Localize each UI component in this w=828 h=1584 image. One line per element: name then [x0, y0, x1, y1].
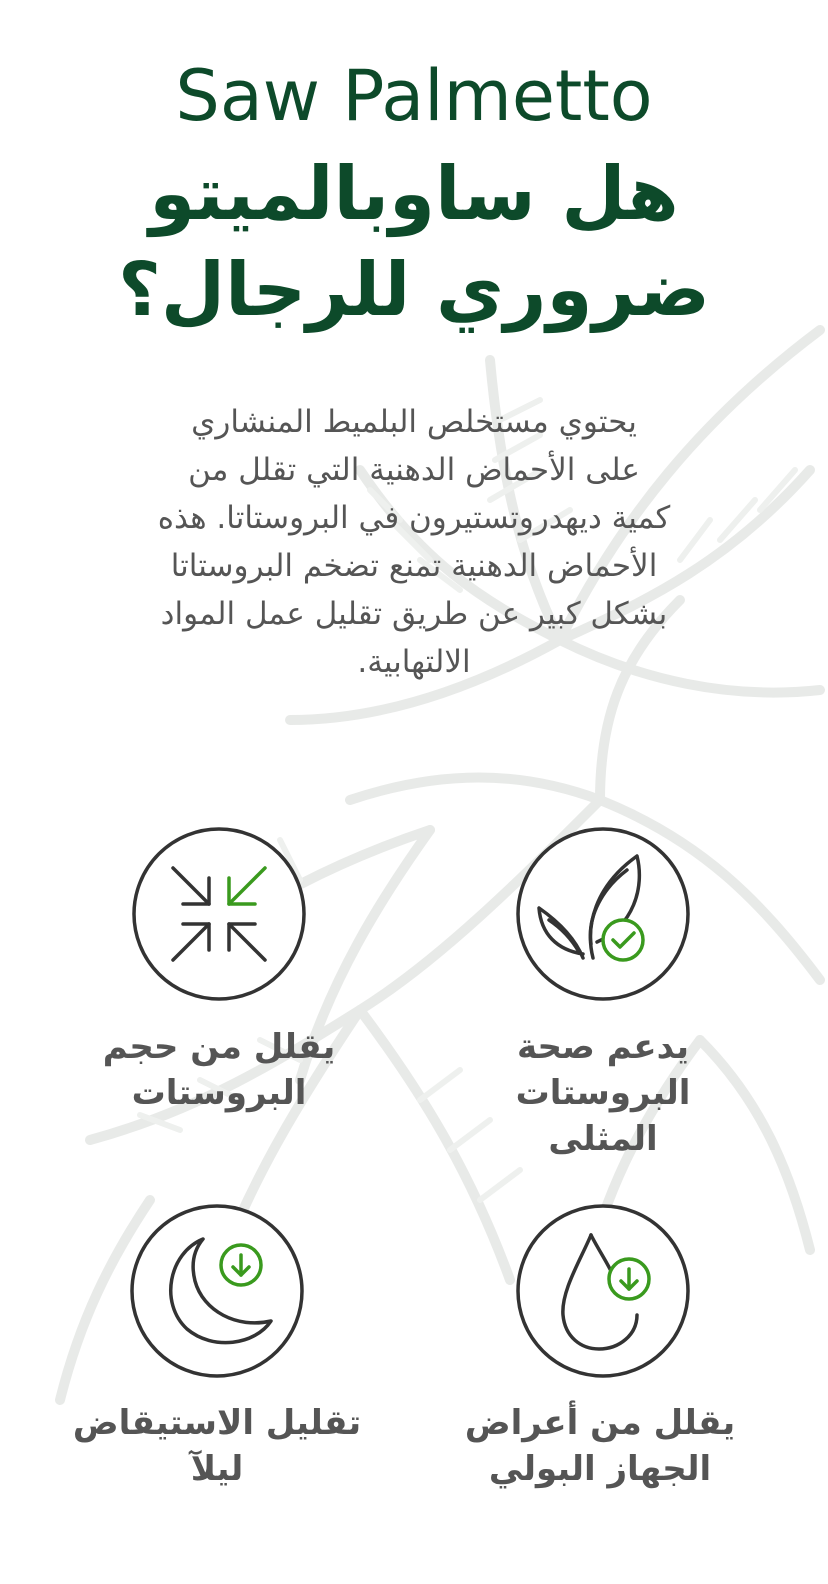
- title-arabic-line-1: هل ساوبالميتو: [149, 151, 679, 237]
- description-line-2: على الأحماض الدهنية التي تقلل من: [188, 452, 640, 488]
- feature-label-line-1: يدعم صحة: [516, 1027, 690, 1067]
- feature-label-line-2: ليلآ: [190, 1449, 244, 1489]
- feature-label-line-2: البروستات: [515, 1073, 691, 1113]
- feature-label: [435, 1400, 765, 1492]
- description-line-1: يحتوي مستخلص البلميط المنشاري: [191, 404, 637, 440]
- description-line-3: كمية ديهدروتستيرون في البروستاتا. هذه: [157, 500, 671, 536]
- feature-label: [438, 1024, 768, 1162]
- feature-label-line-1: تقليل الاستيقاض: [72, 1403, 362, 1443]
- feature-label-line-2: الجهاز البولي: [488, 1449, 712, 1489]
- description-line-5: بشكل كبير عن طريق تقليل عمل المواد: [160, 596, 668, 632]
- drop-download-icon: [515, 1203, 691, 1379]
- feature-label-line-2: البروستات: [131, 1073, 307, 1113]
- description-line-4: الأحماض الدهنية تمنع تضخم البروستاتا: [170, 548, 658, 584]
- description-paragraph: [96, 398, 732, 686]
- feature-label-line-1: يقلل من أعراض: [464, 1403, 736, 1443]
- feature-label-line-1: يقلل من حجم: [102, 1027, 336, 1067]
- feature-label: [54, 1024, 384, 1116]
- moon-download-icon: [129, 1203, 305, 1379]
- page-title-english: Saw Palmetto: [175, 55, 653, 137]
- title-arabic-line-2: ضروري للرجال؟: [118, 247, 710, 333]
- leaf-check-icon: [515, 826, 691, 1002]
- compress-arrows-icon: [131, 826, 307, 1002]
- description-line-6: الالتهابية.: [357, 644, 471, 680]
- feature-label: [52, 1400, 382, 1492]
- feature-label-line-3: المثلى: [548, 1119, 658, 1159]
- page-title-arabic: [0, 146, 828, 338]
